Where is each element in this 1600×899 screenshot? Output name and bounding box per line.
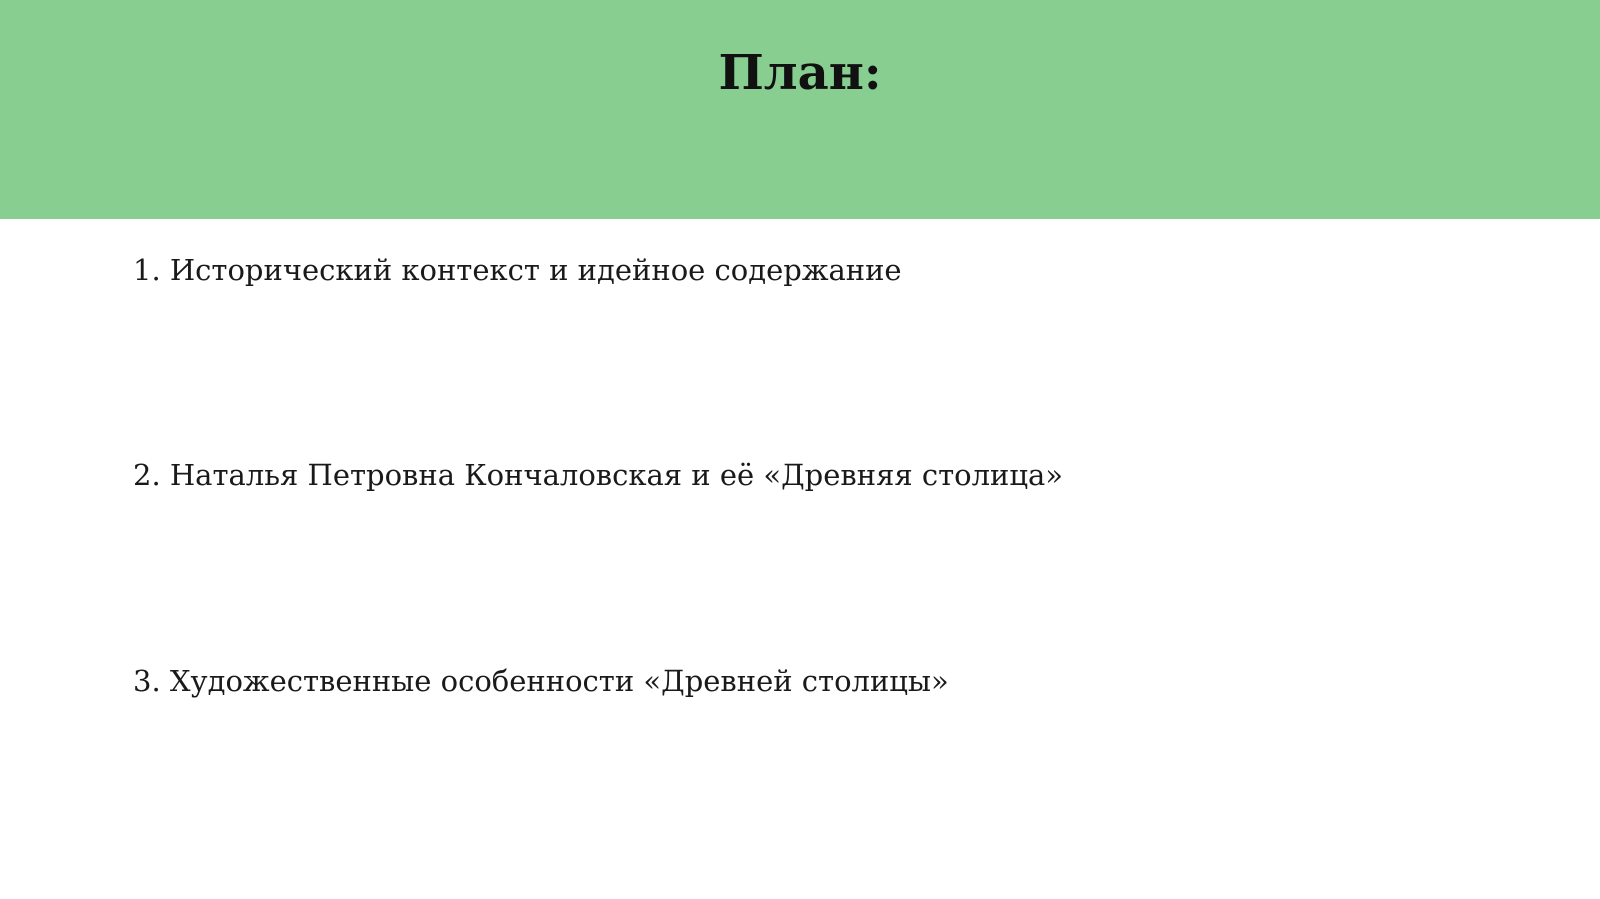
plan-item-1: 1. Исторический контекст и идейное содержание — [133, 253, 902, 287]
plan-item-3: 3. Художественные особенности «Древней столицы» — [133, 664, 949, 698]
header-band — [0, 0, 1600, 219]
plan-item-2: 2. Наталья Петровна Кончаловская и её «Древняя столица» — [133, 458, 1064, 492]
slide-title: План: — [718, 45, 882, 101]
